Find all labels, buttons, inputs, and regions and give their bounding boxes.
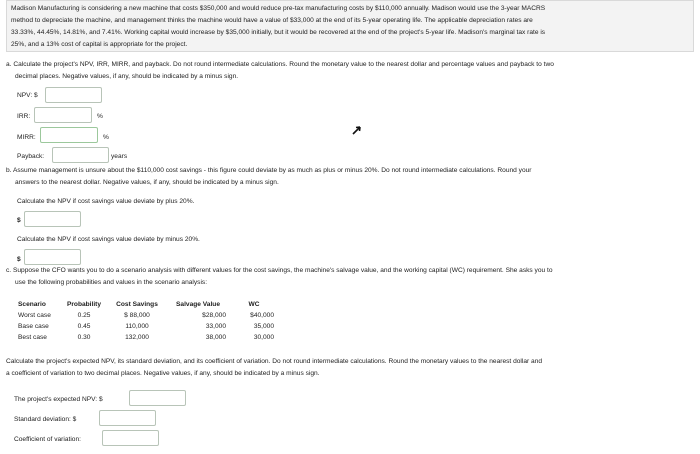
table-cell: 35,000 bbox=[253, 323, 274, 331]
npv-plus-input[interactable] bbox=[24, 211, 81, 227]
table-row bbox=[14, 333, 278, 344]
npv-label: NPV: $ bbox=[17, 92, 38, 99]
npv-input[interactable] bbox=[45, 87, 102, 103]
table-cell: 38,000 bbox=[205, 334, 226, 342]
payback-unit: years bbox=[111, 153, 128, 160]
column-header: WC bbox=[248, 301, 260, 309]
table-cell: 33,000 bbox=[205, 323, 226, 331]
table-cell: 110,000 bbox=[125, 323, 149, 331]
part-a-line: a. Calculate the project's NPV, IRR, MIRR, and payback. Do not round intermediate calculations. Round the monetary value to the nearest dollar and percentage values and payback to two bbox=[6, 61, 554, 68]
mirr-unit: % bbox=[103, 134, 109, 141]
table-cell: $28,000 bbox=[202, 312, 226, 320]
table-cell: Best case bbox=[18, 334, 47, 342]
table-cell: Worst case bbox=[18, 312, 51, 320]
table-cell: $40,000 bbox=[250, 312, 274, 320]
column-header: Salvage Value bbox=[176, 301, 220, 309]
part-c-line: c. Suppose the CFO wants you to do a scenario analysis with different values for the cost savings, the machine's salvage value, and the working capital (WC) requirement. She asks you to bbox=[6, 267, 553, 274]
npv-minus-input[interactable] bbox=[24, 249, 81, 265]
table-header-row bbox=[14, 300, 278, 311]
intro-line: method to depreciate the machine, and management thinks the machine would have a value of $33,000 at the end of its 5-year operating life. The applicable depreciation rates are bbox=[11, 17, 533, 24]
part-b-instructions bbox=[6, 165, 694, 189]
table-cell: Base case bbox=[18, 323, 49, 331]
npv-plus-dollar: $ bbox=[17, 217, 21, 224]
mirr-label: MIRR: bbox=[17, 134, 36, 141]
npv-plus-question: Calculate the NPV if cost savings value deviate by plus 20%. bbox=[17, 198, 195, 205]
part-c-calc-line: Calculate the project's expected NPV, its standard deviation, and its coefficient of variation. Do not round intermediate calculations. Round the monetary values to the nearest dollar and bbox=[6, 358, 543, 365]
npv-minus-question: Calculate the NPV if cost savings value deviate by minus 20%. bbox=[17, 236, 200, 243]
part-c-calc-instructions bbox=[6, 356, 694, 380]
table-cell: $ 88,000 bbox=[124, 312, 150, 320]
intro-line: Madison Manufacturing is considering a new machine that costs $350,000 and would reduce pre-tax manufacturing costs by $110,000 annually. Madison would use the 3-year MACRS bbox=[11, 5, 546, 12]
part-b-line: b. Assume management is unsure about the $110,000 cost savings - this figure could deviate by as much as plus or minus 20%. Do not round intermediate calculations. Round your bbox=[6, 167, 532, 174]
part-a-instructions bbox=[6, 59, 694, 83]
scenario-table bbox=[14, 300, 278, 344]
payback-input[interactable] bbox=[52, 147, 109, 163]
std-dev-label: Standard deviation: $ bbox=[14, 416, 77, 423]
part-c-instructions bbox=[6, 265, 694, 289]
irr-unit: % bbox=[97, 113, 103, 120]
expected-npv-label: The project's expected NPV: $ bbox=[14, 396, 103, 403]
part-a-line: decimal places. Negative values, if any, should be indicated by a minus sign. bbox=[15, 73, 239, 80]
std-dev-input[interactable] bbox=[99, 410, 156, 426]
column-header: Probability bbox=[66, 301, 102, 309]
part-c-line: use the following probabilities and values in the scenario analysis: bbox=[15, 279, 208, 286]
column-header: Scenario bbox=[18, 301, 46, 309]
problem-intro bbox=[6, 0, 694, 52]
table-cell: 132,000 bbox=[125, 334, 149, 342]
mirr-input[interactable] bbox=[40, 127, 98, 143]
part-c-calc-line: a coefficient of variation to two decimal places. Negative values, if any, should be indicated by a minus sign. bbox=[6, 370, 320, 377]
table-cell: 0.45 bbox=[77, 323, 91, 331]
column-header: Cost Savings bbox=[116, 301, 158, 309]
table-row bbox=[14, 311, 278, 322]
expected-npv-input[interactable] bbox=[129, 390, 186, 406]
irr-input[interactable] bbox=[34, 107, 92, 123]
table-cell: 0.30 bbox=[77, 334, 91, 342]
table-cell: 0.25 bbox=[77, 312, 91, 320]
mouse-pointer-icon bbox=[352, 125, 362, 135]
coef-variation-label: Coefficient of variation: bbox=[14, 436, 81, 443]
intro-line: 33.33%, 44.45%, 14.81%, and 7.41%. Working capital would increase by $35,000 initially, but it would be recovered at the end of the project's 5-year life. Madison's marginal tax rate is bbox=[11, 29, 546, 36]
coef-variation-input[interactable] bbox=[102, 430, 159, 446]
irr-label: IRR: bbox=[17, 113, 31, 120]
part-b-line: answers to the nearest dollar. Negative values, if any, should be indicated by a minus sign. bbox=[15, 179, 279, 186]
npv-minus-dollar: $ bbox=[17, 256, 21, 263]
table-cell: 30,000 bbox=[253, 334, 274, 342]
intro-line: 25%, and a 13% cost of capital is appropriate for the project. bbox=[11, 41, 188, 48]
payback-label: Payback: bbox=[17, 153, 45, 160]
table-row bbox=[14, 322, 278, 333]
